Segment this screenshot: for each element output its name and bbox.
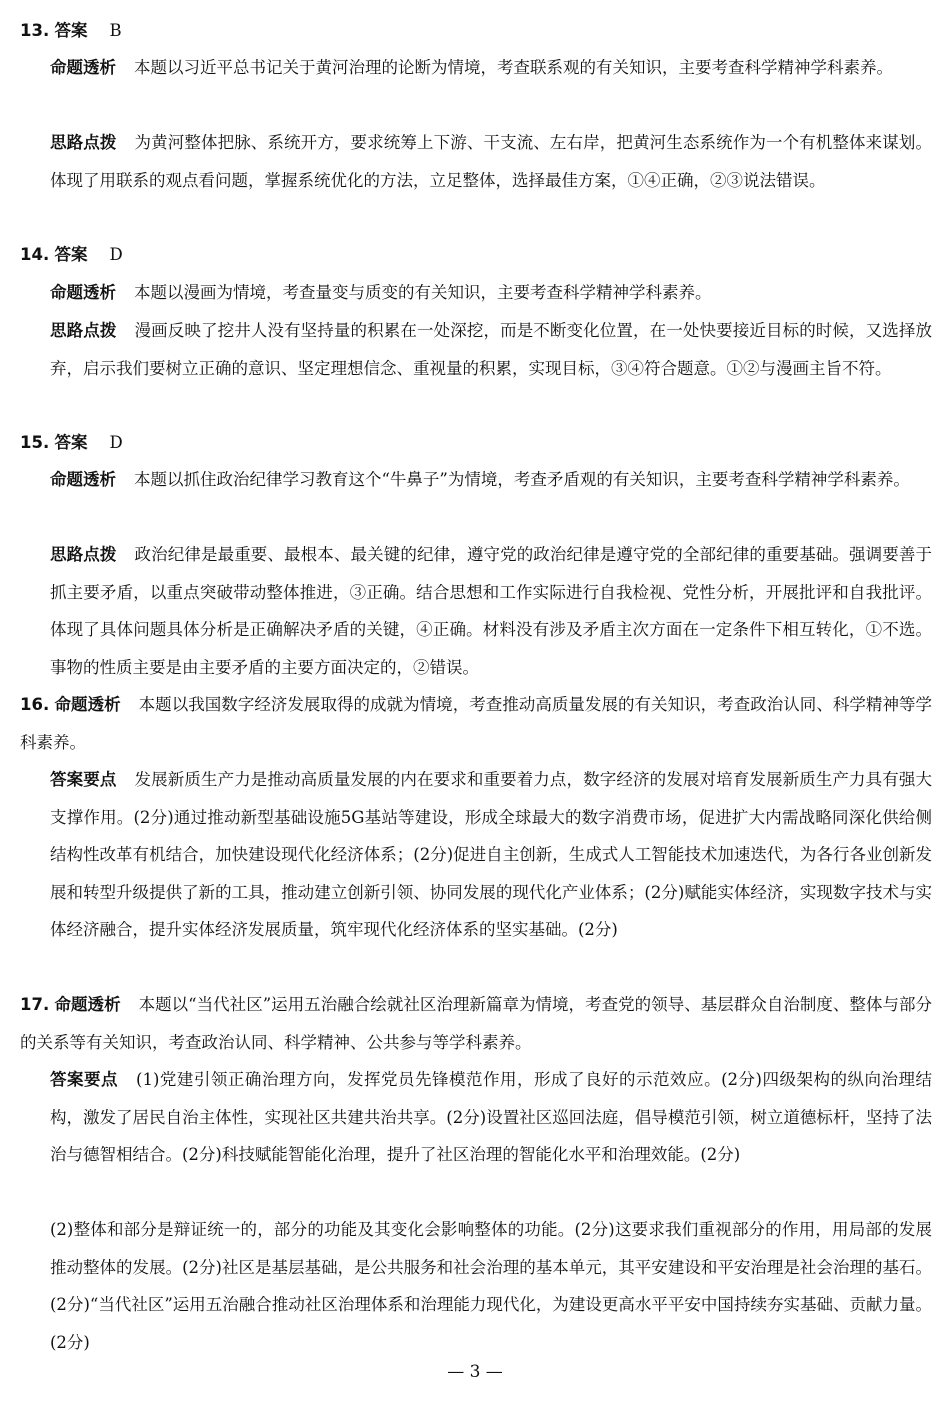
q15-intent [50,461,932,499]
q16-number: 16. [20,695,50,714]
q13-answer: B [109,21,122,40]
q15-intent-label: 命题透析 [50,470,116,489]
q15-hint-label: 思路点拨 [50,545,117,564]
q14-answer-label: 答案 [54,245,88,264]
q16-points-label: 答案要点 [50,770,117,789]
q14-hint-text: 漫画反映了挖井人没有坚持量的积累在一处深挖，而是不断变化位置，在一处快要接近目标的时候，又选择放弃，启示我们要树立正确的意识、坚定理想信念、重视量的积累，实现目标，③④符合题意。①②与漫画主旨不符。 [50,321,933,378]
page-number: — 3 — [447,1362,503,1382]
q17-points-text-2: (2)整体和部分是辩证统一的，部分的功能及其变化会影响整体的功能。(2分)这要求我们重视部分的作用，用局部的发展推动整体的发展。(2分)社区是基层基础，是公共服务和社会治理的基本单元，其平安建设和平安治理是社会治理的基石。(2分)“当代社区”运用五治融合推动社区治理体系和治理能力现代化，为建设更高水平平安中国持续夯实基础、贡献力量。(2分) [50,1220,932,1352]
q16-intent-text: 本题以我国数字经济发展取得的成就为情境，考查推动高质量发展的有关知识，考查政治认同、科学精神等学科素养。 [20,695,933,752]
q17-points-text-1: (1)党建引领正确治理方向，发挥党员先锋模范作用，形成了良好的示范效应。(2分)四级架构的纵向治理结构，激发了居民自治主体性，实现社区共建共治共享。(2分)设置社区巡回法庭，倡导模范引领，树立道德标杆，坚持了法治与德智相结合。(2分)科技赋能智能化治理，提升了社区治理的智能化水平和治理效能。(2分) [50,1070,933,1164]
q16-intent-label: 命题透析 [54,695,121,714]
q13-intent [50,49,932,87]
q13-hint [50,124,932,199]
q13-answer-label: 答案 [54,21,88,40]
q15-hint-text: 政治纪律是最重要、最根本、最关键的纪律，遵守党的政治纪律是遵守党的全部纪律的重要基础。强调要善于抓主要矛盾，以重点突破带动整体推进，③正确。结合思想和工作实际进行自我检视、党性分析，开展批评和自我批评。体现了具体问题具体分析是正确解决矛盾的关键，④正确。材料没有涉及矛盾主次方面在一定条件下相互转化，①不选。事物的性质主要是由主要矛盾的主要方面决定的，②错误。 [50,545,933,677]
q17-number: 17. [20,995,50,1014]
q17-points [50,1061,932,1174]
q15-answer-label: 答案 [54,433,88,452]
q16-intent [20,686,932,761]
q14-number: 14. [20,245,50,264]
q14-hint-label: 思路点拨 [50,321,117,340]
q16-points [50,761,932,949]
q14-hint [50,312,932,387]
q13-number: 13. [20,21,50,40]
q17-points-2 [50,1211,932,1361]
q15-answer: D [109,433,123,452]
q13-answer-line [20,12,932,50]
q14-answer-line [20,236,932,274]
q14-intent-text: 本题以漫画为情境，考查量变与质变的有关知识，主要考查科学精神学科素养。 [134,283,712,302]
q15-hint [50,536,932,686]
q15-answer-line [20,424,932,462]
q14-intent [50,274,932,312]
q17-intent [20,986,932,1061]
q17-points-label: 答案要点 [50,1070,119,1089]
q16-points-text: 发展新质生产力是推动高质量发展的内在要求和重要着力点，数字经济的发展对培育发展新质生产力具有强大支撑作用。(2分)通过推动新型基础设施5G基站等建设，形成全球最大的数字消费市场，促进扩大内需战略同深化供给侧结构性改革有机结合，加快建设现代化经济体系；(2分)促进自主创新，生成式人工智能技术加速迭代，为各行各业创新发展和转型升级提供了新的工具，推动建立创新引领、协同发展的现代化产业体系；(2分)赋能实体经济，实现数字技术与实体经济融合，提升实体经济发展质量，筑牢现代化经济体系的坚实基础。(2分) [50,770,933,939]
q15-number: 15. [20,433,50,452]
q14-answer: D [109,245,123,264]
q17-intent-label: 命题透析 [54,995,121,1014]
q13-intent-text: 本题以习近平总书记关于黄河治理的论断为情境，考查联系观的有关知识，主要考查科学精神学科素养。 [134,58,893,77]
q13-intent-label: 命题透析 [50,58,116,77]
q17-intent-text: 本题以“当代社区”运用五治融合绘就社区治理新篇章为情境，考查党的领导、基层群众自治制度、整体与部分的关系等有关知识，考查政治认同、科学精神、公共参与等学科素养。 [20,995,933,1052]
q13-hint-label: 思路点拨 [50,133,117,152]
q14-intent-label: 命题透析 [50,283,116,302]
q13-hint-text: 为黄河整体把脉、系统开方，要求统筹上下游、干支流、左右岸，把黄河生态系统作为一个有机整体来谋划。体现了用联系的观点看问题，掌握系统优化的方法，立足整体，选择最佳方案，①④正确，②③说法错误。 [50,133,933,190]
q15-intent-text: 本题以抓住政治纪律学习教育这个“牛鼻子”为情境，考查矛盾观的有关知识，主要考查科学精神学科素养。 [134,470,910,489]
